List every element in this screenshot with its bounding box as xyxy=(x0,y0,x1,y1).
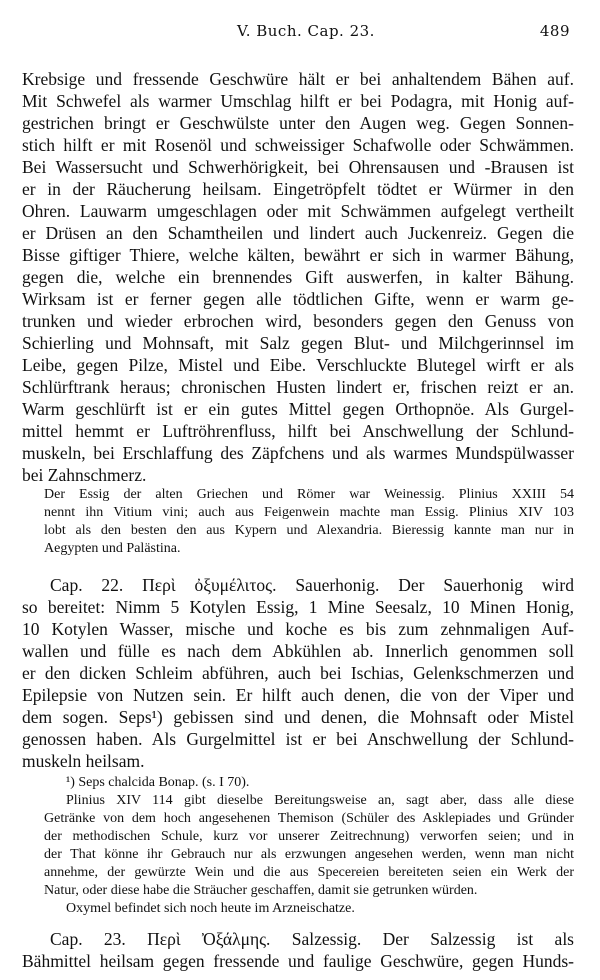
text-line: Krebsige und fressende Geschwüre hält er bei anhaltendem Bähen auf. xyxy=(22,69,574,89)
text-line: Mit Schwefel als warmer Umschlag hilft er bei Podagra, mit Honig auf- xyxy=(22,91,574,111)
text-line: muskeln, bei Erschlaffung des Zäpfchens und als warmes Mundspülwasser xyxy=(22,443,574,463)
note-line: Plinius XIV 114 gibt dieselbe Bereitungsweise an, sagt aber, dass alle diese xyxy=(66,793,574,808)
note-line: nennt ihn Vitium vini; auch aus Feigenwein machte man Essig. Plinius XIV 103 xyxy=(44,505,574,520)
note-line: annehme, der gewürzte Wein und die aus Specereien bereiteten seien ein Werk der xyxy=(44,865,574,880)
text-line: 10 Kotylen Wasser, mische und koche es bis zum zehnmaligen Auf- xyxy=(22,619,574,639)
text-line: dem sogen. Seps¹) gebissen sind und denen, die Mohnsaft oder Mistel xyxy=(22,707,574,727)
text-line: Schlürftrank heraus; chronischen Husten lindert er, frischen reizt er an. xyxy=(22,377,574,397)
text-line: so bereitet: Nimm 5 Kotylen Essig, 1 Mine Seesalz, 10 Minen Honig, xyxy=(22,597,574,617)
running-title: V. Buch. Cap. 23. xyxy=(237,22,375,40)
note-line: Aegypten und Palästina. xyxy=(44,541,181,556)
text-line: mittel hemmt er Luftröhrenfluss, hilft bei Anschwellung der Schlund- xyxy=(22,421,574,441)
note-line: Getränke von dem hoch angesehenen Themison (Schüler des Asklepiades und Gründer xyxy=(44,811,574,826)
footnote-line: ¹) Seps chalcida Bonap. (s. I 70). xyxy=(66,775,250,790)
text-line: er den dicken Schleim abführen, auch bei Ischias, Gelenkschmerzen und xyxy=(22,663,574,683)
text-line: gestrichen bringt er Geschwülste unter den Augen weg. Gegen Sonnen- xyxy=(22,113,574,133)
note-line: Oxymel befindet sich noch heute im Arzneischatze. xyxy=(66,901,355,916)
text-line: Bei Wassersucht und Schwerhörigkeit, bei Ohrensausen und -Brausen ist xyxy=(22,157,574,177)
text-line: Schierling und Mohnsaft, mit Salz gegen Blut- und Milchgerinnsel im xyxy=(22,333,574,353)
text-line: Leibe, gegen Pilze, Mistel und Eibe. Verschluckte Blutegel wirft er als xyxy=(22,355,574,375)
text-line: genossen haben. Als Gurgelmittel ist er bei Anschwellung der Schlund- xyxy=(22,729,574,749)
text-line: Wirksam ist er ferner gegen alle tödtlichen Gifte, wenn er warm ge- xyxy=(22,289,574,309)
text-line: Ohren. Lauwarm umgeschlagen oder mit Schwämmen aufgelegt vertheilt xyxy=(22,201,574,221)
text-line: er Drüsen an den Schamtheilen und lindert auch Juckenreiz. Gegen die xyxy=(22,223,574,243)
note-line: Natur, oder diese habe die Sträucher geschaffen, damit sie getrunken würden. xyxy=(44,883,478,898)
text-line: wallen und fülle es nach dem Abkühlen ab. Innerlich genommen soll xyxy=(22,641,574,661)
page-number: 489 xyxy=(539,22,570,40)
note-line: der methodischen Schule, kurz vor unserer Zeitrechnung) verworfen seien; und in xyxy=(44,829,574,844)
text-line: stich hilft er mit Rosenöl und schweissiger Schafwolle oder Schwämmen. xyxy=(22,135,574,155)
running-header xyxy=(0,22,600,44)
text-line: gegen die, welche ein brennendes Gift auswerfen, in kalter Bähung. xyxy=(22,267,574,287)
note-line: Der Essig der alten Griechen und Römer war Weinessig. Plinius XXIII 54 xyxy=(44,487,574,502)
text-line: er in der Räucherung heilsam. Eingetröpfelt tödtet er Würmer in den xyxy=(22,179,574,199)
text-line: Warm geschlürft ist er ein gutes Mittel gegen Orthopnöe. Als Gurgel- xyxy=(22,399,574,419)
text-line: muskeln heilsam. xyxy=(22,751,145,771)
text-line: Epilepsie von Nutzen sein. Er hilft auch denen, die von der Viper und xyxy=(22,685,574,705)
section-heading-line: Cap. 22. Περὶ ὀξυμέλιτος. Sauerhonig. Der Sauerhonig wird xyxy=(50,575,574,595)
text-line: trunken und wieder erbrochen wird, besonders gegen den Genuss von xyxy=(22,311,574,331)
section-heading-line: Cap. 23. Περὶ Ὀξάλμης. Salzessig. Der Salzessig ist als xyxy=(50,929,574,949)
text-line: bei Zahnschmerz. xyxy=(22,465,147,485)
note-line: der That könne ihr Gebrauch nur als erzwungen angesehen werden, wenn man nicht xyxy=(44,847,574,862)
text-line: Bähmittel heilsam gegen fressende und faulige Geschwüre, gegen Hunds- xyxy=(22,951,574,971)
text-line: Bisse giftiger Thiere, welche kälten, bewährt er sich in warmer Bähung, xyxy=(22,245,574,265)
note-line: lobt als den besten den aus Kypern und Alexandria. Bieressig kannte man nur in xyxy=(44,523,574,538)
